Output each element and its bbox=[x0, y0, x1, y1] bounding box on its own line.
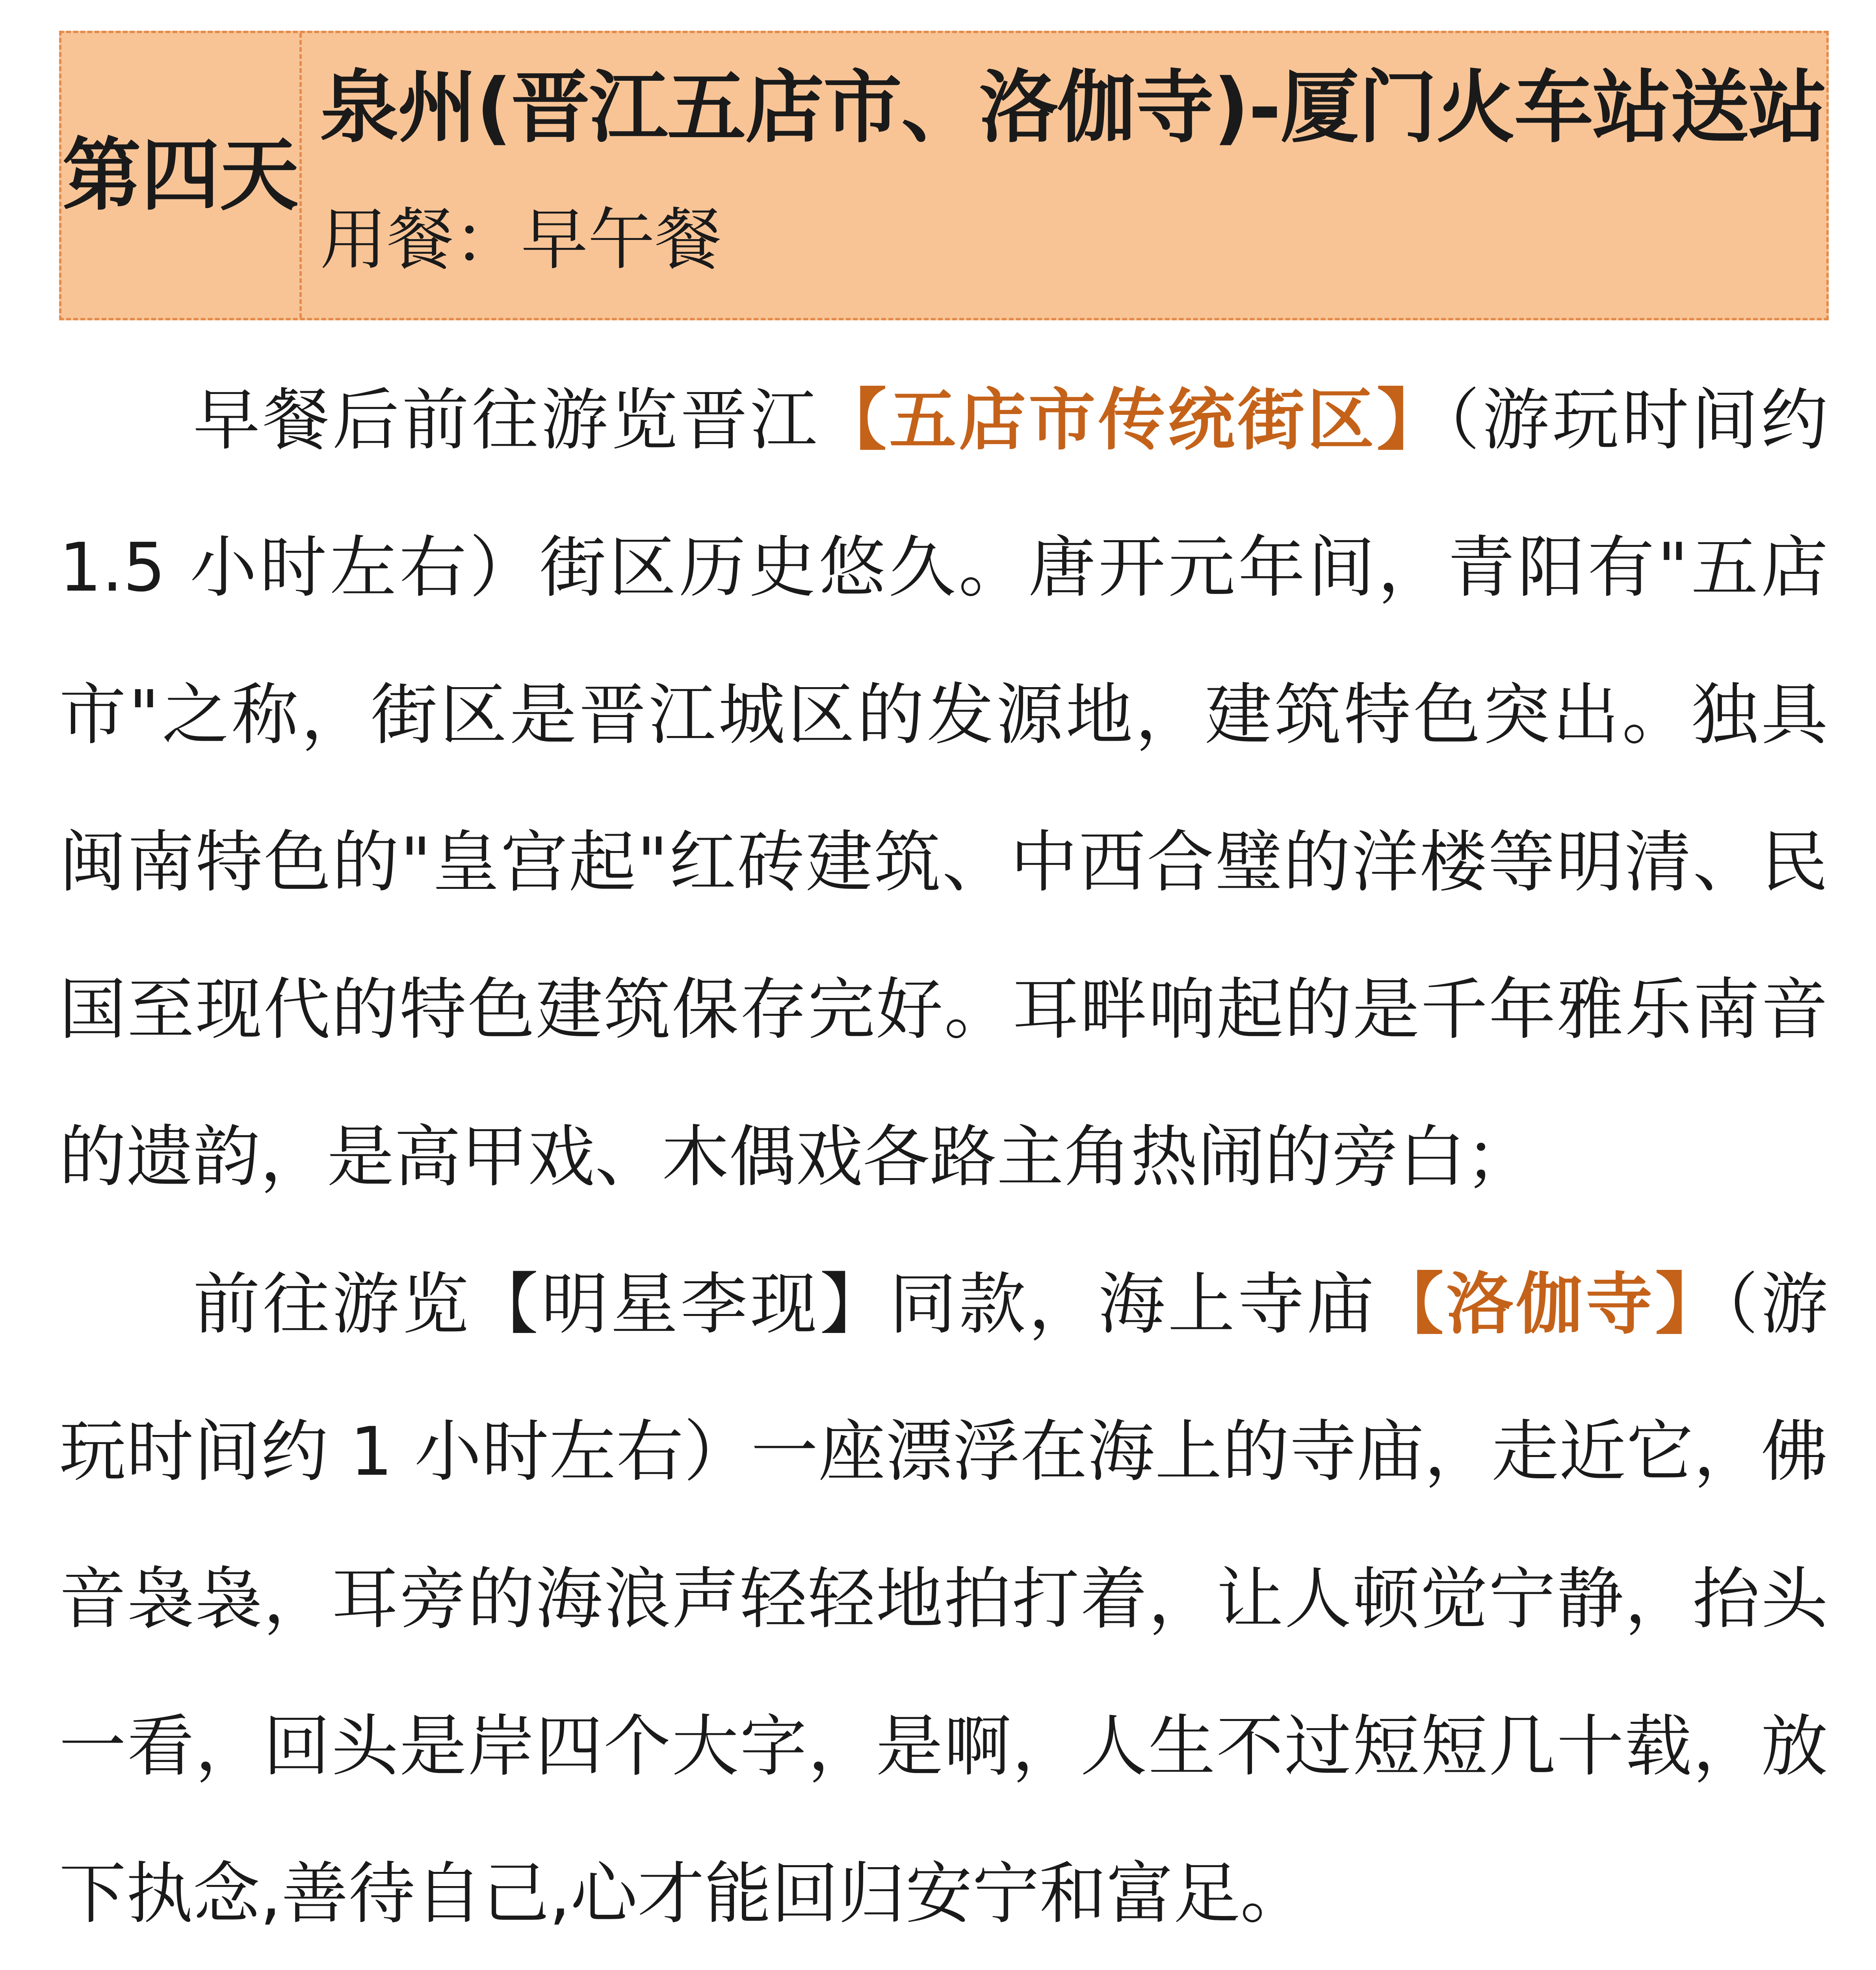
paragraph-text: 早餐后前往游览晋江 bbox=[193, 381, 820, 459]
paragraph-return bbox=[59, 1968, 1828, 1970]
meals-info: 用餐：早午餐 bbox=[320, 201, 722, 279]
day-header-table bbox=[59, 31, 1829, 320]
paragraph-text: （游玩时间约 1 小时左右）一座漂浮在海上的寺庙，走近它，佛音袅袅，耳旁的海浪声轻轻地拍打着，让人顿觉宁静，抬头一看，回头是岸四个大字，是啊，人生不过短短几十载，放下执念,善待自己,心才能回归安宁和富足。 bbox=[59, 1266, 1828, 1933]
paragraph-luojiasi bbox=[59, 1231, 1828, 1968]
day-label-cell bbox=[61, 33, 302, 318]
paragraph-wudianshi bbox=[59, 347, 1828, 1231]
highlight-wudianshi: 【五店市传统街区】 bbox=[819, 381, 1447, 459]
paragraph-text: 前往游览【明星李现】同款，海上寺庙 bbox=[193, 1266, 1377, 1344]
route-title: 泉州(晋江五店市、洛伽寺)-厦门火车站送站 bbox=[320, 62, 1826, 154]
paragraph-text: （游玩时间约 1.5 小时左右）街区历史悠久。唐开元年间，青阳有"五店市"之称，街区是晋江城区的发源地，建筑特色突出。独具闽南特色的"皇宫起"红砖建筑、中西合璧的洋楼等明清、民国至现代的特色建筑保存完好。耳畔响起的是千年雅乐南音的遗韵，是高甲戏、木偶戏各路主角热闹的旁白； bbox=[59, 381, 1828, 1196]
itinerary-content bbox=[59, 347, 1828, 1970]
day-label: 第四天 bbox=[62, 129, 299, 221]
route-cell bbox=[302, 33, 1826, 318]
highlight-luojiasi: 【洛伽寺】 bbox=[1376, 1266, 1725, 1344]
